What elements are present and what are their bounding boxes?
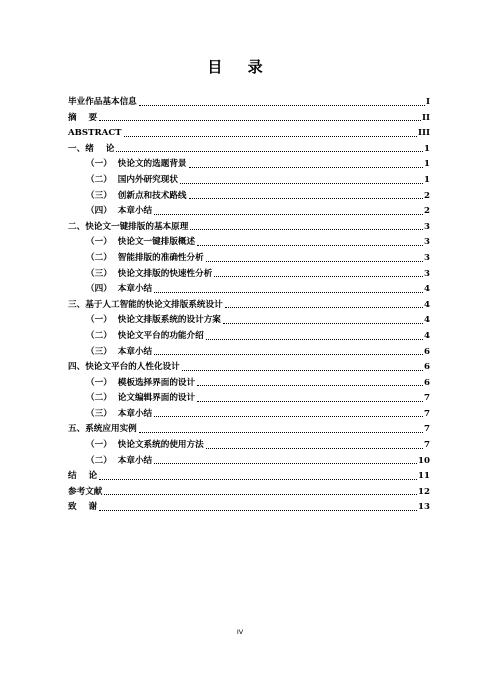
toc-entry-page: III [417, 128, 430, 139]
toc-entry-page: I [425, 97, 430, 107]
toc-leader-dots [189, 198, 424, 199]
toc-leader-dots [154, 292, 423, 293]
toc-entry-page: 6 [424, 362, 430, 373]
toc-leader-dots [180, 183, 423, 184]
toc-leader-dots [99, 479, 417, 480]
toc-leader-dots [182, 370, 423, 371]
toc-entry-label: （四） 本章小结 [86, 284, 153, 295]
toc-entry-label: （一） 快论文系统的使用方法 [86, 440, 204, 451]
toc-entry[interactable] [68, 138, 430, 154]
toc-entry[interactable] [68, 153, 430, 169]
page-number: IV [236, 628, 244, 636]
toc-entry[interactable] [68, 263, 430, 279]
toc-leader-dots [139, 432, 423, 433]
toc-entry[interactable] [68, 231, 430, 247]
toc-leader-dots [154, 354, 423, 355]
toc-leader-dots [206, 448, 423, 449]
toc-leader-dots [214, 276, 423, 277]
toc-leader-dots [223, 323, 423, 324]
toc-entry-page: 7 [424, 408, 430, 419]
toc-entry-page: 4 [424, 284, 430, 295]
toc-entry-label: 二、快论文一键排版的基本原理 [68, 221, 189, 232]
toc-leader-dots [154, 214, 423, 215]
toc-entry-label: （二） 本章小结 [86, 455, 153, 466]
toc-entry-label: （三） 本章小结 [86, 346, 153, 357]
toc-entry[interactable] [68, 387, 430, 403]
toc-entry[interactable] [68, 247, 430, 263]
toc-entry-label: 四、快论文平台的人性化设计 [68, 362, 180, 373]
toc-entry-page: 7 [424, 424, 430, 435]
toc-leader-dots [154, 463, 417, 464]
toc-entry-label: （一） 模板选择界面的设计 [86, 377, 196, 388]
toc-entry[interactable] [68, 465, 430, 481]
toc-entry-page: 2 [424, 206, 430, 217]
toc-leader-dots [190, 229, 423, 230]
toc-entry-label: （一） 快论文的选题背景 [86, 159, 187, 170]
toc-entry-label: （三） 创新点和技术路线 [86, 190, 187, 201]
toc-entry-label: 摘 要 [68, 112, 98, 123]
toc-entry-label: 毕业作品基本信息 [68, 97, 137, 107]
toc-leader-dots [124, 136, 417, 137]
toc-entry-page: 7 [424, 393, 430, 404]
toc-entry-page: 7 [424, 440, 430, 451]
toc-entry-page: 6 [424, 346, 430, 357]
toc-leader-dots [197, 245, 423, 246]
toc-entry[interactable] [68, 278, 430, 294]
toc-entry[interactable] [68, 403, 430, 419]
toc-entry[interactable] [68, 216, 430, 232]
toc-entry-label: （三） 快论文排版的快速性分析 [86, 268, 213, 279]
toc-entry-page: 6 [424, 377, 430, 388]
toc-leader-dots [99, 510, 417, 511]
toc-entry[interactable] [68, 372, 430, 388]
toc-entry-label: （二） 论文编辑界面的设计 [86, 393, 196, 404]
toc-entry-label: （三） 本章小结 [86, 408, 153, 419]
toc-leader-dots [116, 151, 423, 152]
toc-entry-page: 12 [418, 486, 430, 497]
toc-entry[interactable] [68, 294, 430, 310]
toc-entry[interactable] [68, 418, 430, 434]
toc-leader-dots [154, 416, 423, 417]
toc-entry-page: 1 [424, 174, 430, 185]
toc-entry-label: （四） 本章小结 [86, 206, 153, 217]
toc-entry-label: 五、系统应用实例 [68, 424, 137, 435]
toc-entry[interactable] [68, 481, 430, 497]
toc-entry-page: 3 [424, 268, 430, 279]
toc-entry-label: 三、基于人工智能的快论文排版系统设计 [68, 299, 223, 310]
toc-entry-label: （一） 快论文一键排版概述 [86, 237, 196, 248]
toc-entry[interactable] [68, 356, 430, 372]
toc-entry-page: 1 [424, 159, 430, 170]
toc-entry-label: （一） 快论文排版系统的设计方案 [86, 315, 221, 326]
toc-entry[interactable] [68, 169, 430, 185]
toc-entry-page: 4 [424, 299, 430, 310]
toc-leader-dots [225, 307, 423, 308]
toc-entry-page: 2 [424, 190, 430, 201]
toc-entry-label: 致 谢 [68, 502, 98, 513]
toc-entry-label: （二） 国内外研究现状 [86, 174, 178, 185]
toc-entry-page: II [421, 112, 430, 123]
toc-entry-page: 10 [418, 455, 430, 466]
toc-entry-page: 4 [424, 330, 430, 341]
toc-entry[interactable] [68, 107, 430, 123]
toc-entry[interactable] [68, 185, 430, 201]
toc-entry-page: 4 [424, 315, 430, 326]
toc-entry-page: 3 [424, 237, 430, 248]
toc-entry-page: 3 [424, 252, 430, 263]
toc-entry-page: 13 [418, 502, 430, 513]
toc-entry-page: 11 [418, 471, 430, 482]
toc-entry[interactable] [68, 496, 430, 512]
toc-entry-label: ABSTRACT [68, 128, 122, 139]
toc-leader-dots [206, 261, 423, 262]
toc-entry-page: 3 [424, 221, 430, 232]
toc-leader-dots [197, 401, 423, 402]
toc-leader-dots [189, 167, 424, 168]
toc-entry[interactable] [68, 434, 430, 450]
toc-leader-dots [197, 385, 423, 386]
toc-entry-label: 一、绪 论 [68, 143, 115, 154]
toc-entry[interactable] [68, 91, 430, 107]
toc-leader-dots [99, 120, 421, 121]
toc-entry[interactable] [68, 325, 430, 341]
table-of-contents [68, 91, 430, 512]
toc-entry-label: （二） 智能排版的准确性分析 [86, 252, 204, 263]
toc-entry[interactable] [68, 450, 430, 466]
toc-entry[interactable] [68, 122, 430, 138]
toc-entry-label: 参考文献 [68, 486, 103, 497]
toc-leader-dots [206, 339, 423, 340]
toc-leader-dots [139, 105, 425, 106]
toc-entry[interactable] [68, 200, 430, 216]
toc-entry[interactable] [68, 341, 430, 357]
toc-entry-page: 1 [424, 143, 430, 154]
toc-entry-label: 结 论 [68, 471, 98, 482]
page-title: 目 录 [207, 58, 273, 76]
toc-entry-label: （二） 快论文平台的功能介绍 [86, 330, 204, 341]
toc-leader-dots [104, 494, 417, 495]
toc-entry[interactable] [68, 309, 430, 325]
